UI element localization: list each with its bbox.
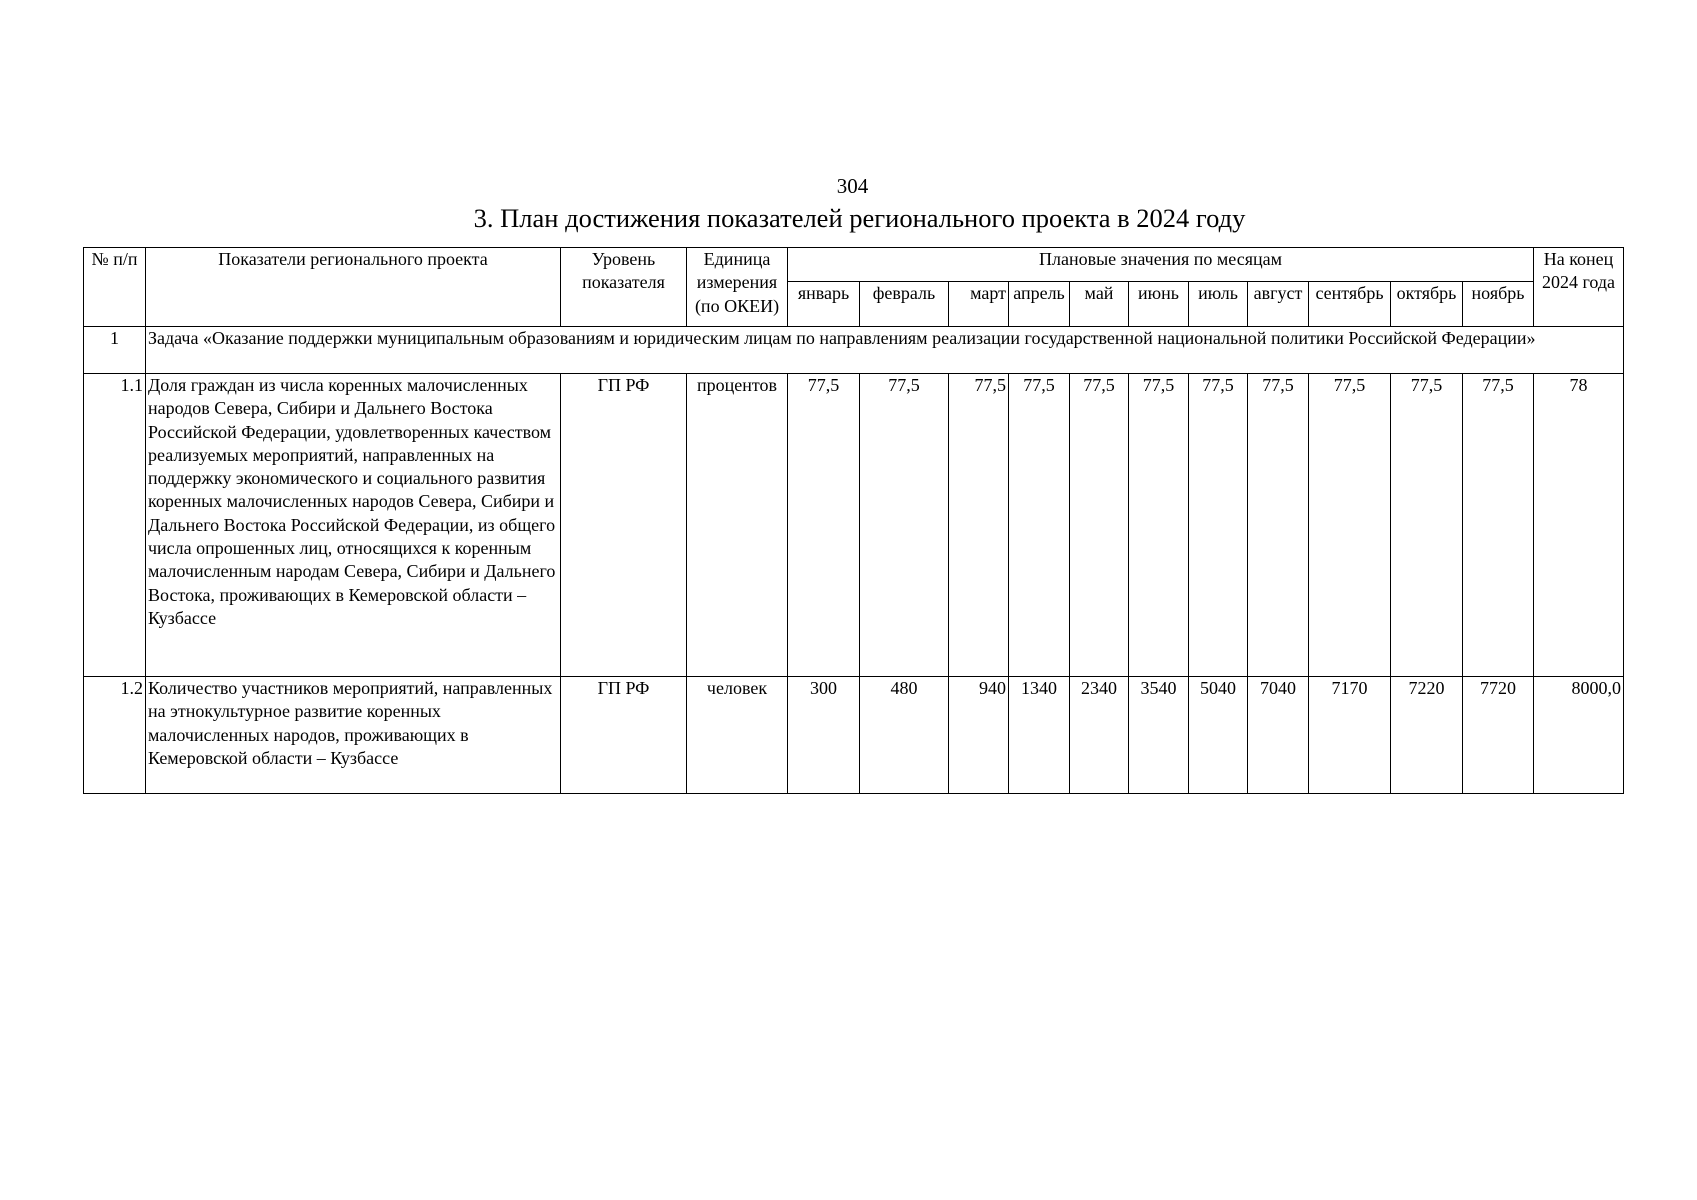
header-monthly-group: Плановые значения по месяцам bbox=[788, 248, 1534, 282]
row-value-march: 940 bbox=[949, 677, 1009, 794]
row-value-august: 7040 bbox=[1248, 677, 1309, 794]
row-value-september: 7170 bbox=[1309, 677, 1391, 794]
row-value-january: 300 bbox=[788, 677, 860, 794]
row-value-year-end: 78 bbox=[1534, 374, 1624, 677]
row-value-september: 77,5 bbox=[1309, 374, 1391, 677]
row-value-april: 1340 bbox=[1009, 677, 1070, 794]
row-unit: человек bbox=[687, 677, 788, 794]
row-value-october: 77,5 bbox=[1391, 374, 1463, 677]
row-value-july: 77,5 bbox=[1189, 374, 1248, 677]
row-value-february: 77,5 bbox=[860, 374, 949, 677]
row-num: 1.2 bbox=[84, 677, 146, 794]
row-value-april: 77,5 bbox=[1009, 374, 1070, 677]
row-value-august: 77,5 bbox=[1248, 374, 1309, 677]
header-year-end: На конец 2024 года bbox=[1534, 248, 1624, 327]
task-text: Задача «Оказание поддержки муниципальным образованиям и юридическим лицам по направлениям реализации государственной национальной политики Российской Федерации» bbox=[146, 327, 1624, 374]
header-month-june: июнь bbox=[1129, 282, 1189, 327]
header-indicator: Показатели регионального проекта bbox=[146, 248, 561, 327]
row-value-july: 5040 bbox=[1189, 677, 1248, 794]
header-level: Уровень показателя bbox=[561, 248, 687, 327]
row-value-october: 7220 bbox=[1391, 677, 1463, 794]
header-month-february: февраль bbox=[860, 282, 949, 327]
row-value-may: 77,5 bbox=[1070, 374, 1129, 677]
row-value-november: 77,5 bbox=[1463, 374, 1534, 677]
header-month-november: ноябрь bbox=[1463, 282, 1534, 327]
document-title: 3. План достижения показателей регионального проекта в 2024 году bbox=[473, 203, 1246, 233]
row-value-january: 77,5 bbox=[788, 374, 860, 677]
table-row-task bbox=[84, 327, 1624, 374]
table-row bbox=[84, 374, 1624, 677]
row-value-june: 77,5 bbox=[1129, 374, 1189, 677]
header-month-march: март bbox=[949, 282, 1009, 327]
row-value-may: 2340 bbox=[1070, 677, 1129, 794]
row-indicator: Количество участников мероприятий, направленных на этнокультурное развитие коренных малочисленных народов, проживающих в Кемеровской области – Кузбассе bbox=[146, 677, 561, 794]
header-unit: Единица измерения (по ОКЕИ) bbox=[687, 248, 788, 327]
header-month-october: октябрь bbox=[1391, 282, 1463, 327]
header-month-september: сентябрь bbox=[1309, 282, 1391, 327]
row-value-march: 77,5 bbox=[949, 374, 1009, 677]
row-level: ГП РФ bbox=[561, 374, 687, 677]
header-month-may: май bbox=[1070, 282, 1129, 327]
page-number: 304 bbox=[836, 174, 869, 198]
task-num: 1 bbox=[84, 327, 146, 374]
row-value-year-end: 8000,0 bbox=[1534, 677, 1624, 794]
table-row bbox=[84, 677, 1624, 794]
header-month-january: январь bbox=[788, 282, 860, 327]
header-month-august: август bbox=[1248, 282, 1309, 327]
row-unit: процентов bbox=[687, 374, 788, 677]
row-value-november: 7720 bbox=[1463, 677, 1534, 794]
header-num: № п/п bbox=[84, 248, 146, 327]
row-value-february: 480 bbox=[860, 677, 949, 794]
row-value-june: 3540 bbox=[1129, 677, 1189, 794]
header-month-july: июль bbox=[1189, 282, 1248, 327]
header-month-april: апрель bbox=[1009, 282, 1070, 327]
row-level: ГП РФ bbox=[561, 677, 687, 794]
row-indicator: Доля граждан из числа коренных малочисленных народов Севера, Сибири и Дальнего Востока Российской Федерации, удовлетворенных качеством реализуемых мероприятий, направленных на поддержку экономического и социального развития коренных малочисленных народов Севера, Сибири и Дальнего Востока Российской Федерации, из общего числа опрошенных лиц, относящихся к коренным малочисленным народам Севера, Сибири и Дальнего Востока, проживающих в Кемеровской области – Кузбассе bbox=[146, 374, 561, 677]
row-num: 1.1 bbox=[84, 374, 146, 677]
plan-table bbox=[83, 247, 1624, 794]
